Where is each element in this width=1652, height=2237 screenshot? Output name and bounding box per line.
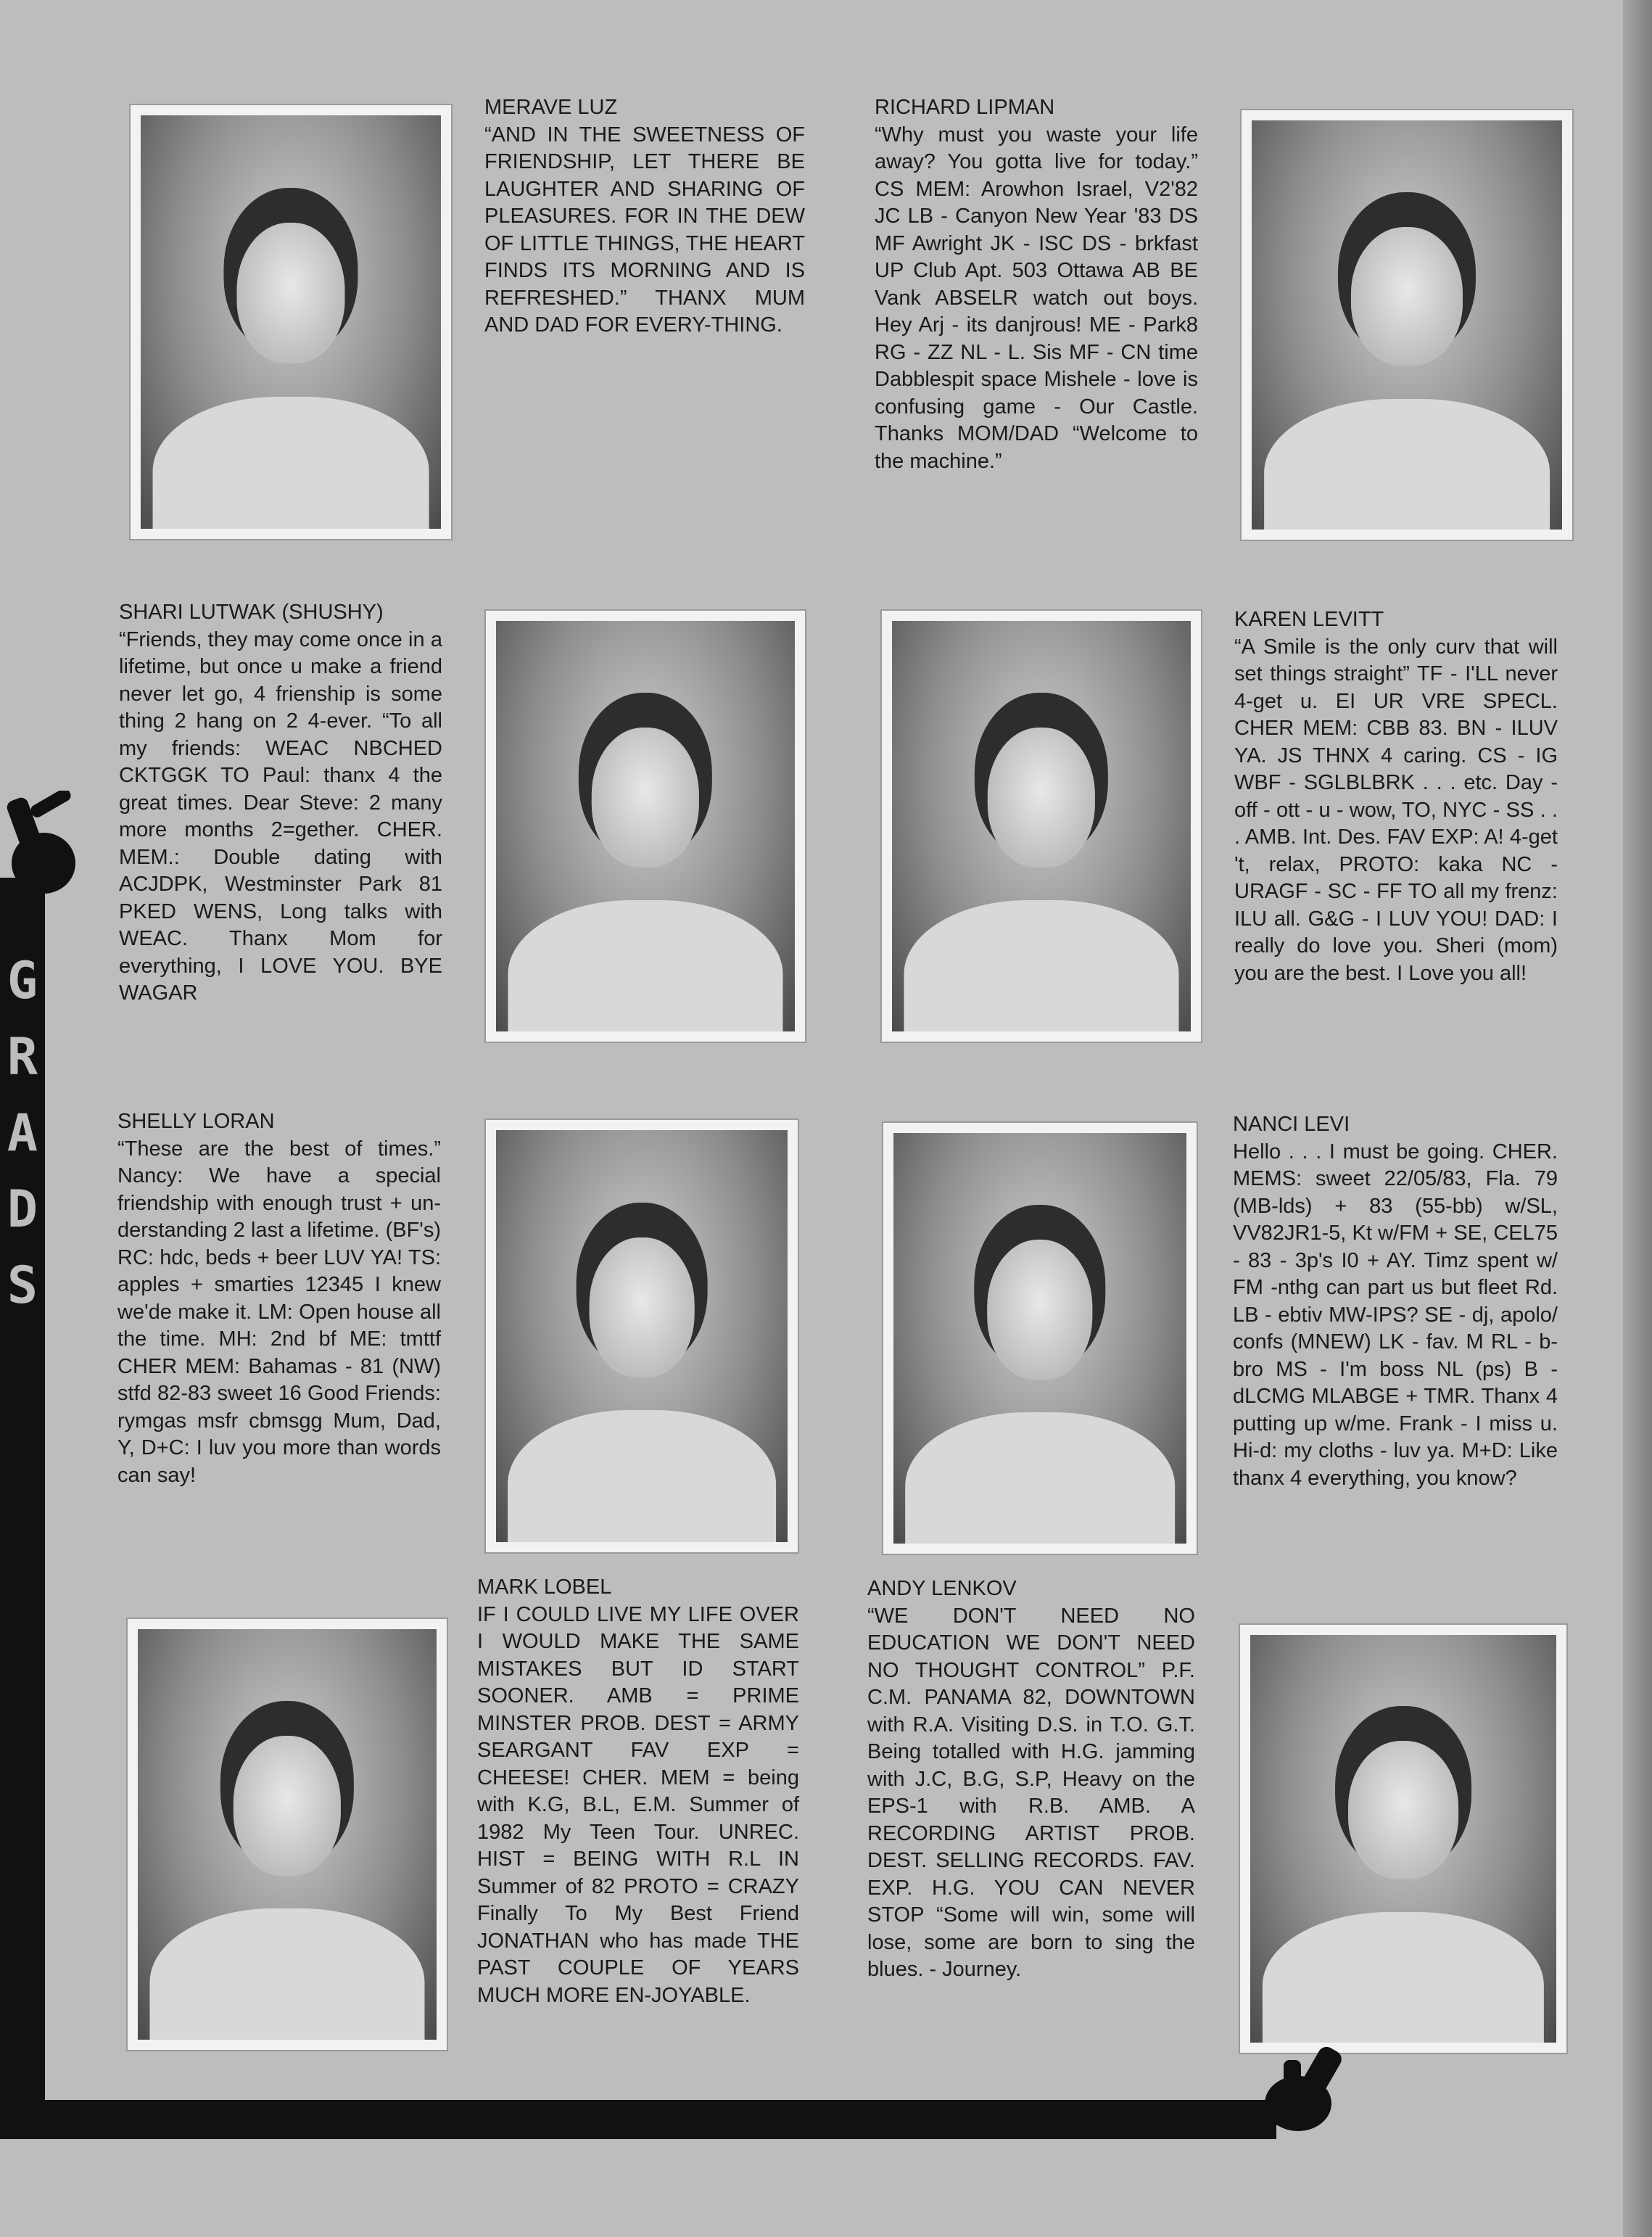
portrait-karen-levitt	[882, 611, 1201, 1042]
portrait-richard-lipman	[1242, 110, 1572, 540]
student-quote: “AND IN THE SWEETNESS OF FRIENDSHIP, LET THERE BE LAUGHTER AND SHARING OF PLEASURES. FOR IN THE DEW OF LITTLE THINGS, THE HEART FINDS ITS MORNING AND IS REFRESHED.” THANX MUM AND DAD FOR EVERY-THING.	[484, 123, 805, 337]
student-name: RICHARD LIPMAN	[875, 96, 1055, 119]
hand-holding-diploma-icon	[1233, 2031, 1363, 2140]
portrait-merave-luz	[131, 105, 451, 539]
student-name: MERAVE LUZ	[484, 96, 618, 119]
student-quote: “A Smile is the only curv that will set things straight” TF - I'LL never 4-get u. EI UR VRE SPECL. CHER MEM: CBB 83. BN - ILUV YA. JS THNX 4 caring. CS - IG WBF - SGLBLBRK . . . etc. Day - off - ott - u - wow, TO, NYC - SS . . . AMB. Int. Des. FAV EXP: A! 4-get 't, relax, PROTO: kaka NC - URAGF - SC - FF TO all my frenz: ILU all. G&G - I LUV YOU! DAD: I really do love you. Sheri (mom) you are the best. I Love you all!	[1234, 635, 1558, 985]
bio-karen-levitt	[1234, 606, 1558, 987]
bio-shelly-loran	[117, 1108, 441, 1489]
page-binding-edge	[1623, 0, 1652, 2237]
section-label-grads: G R A D S	[7, 951, 38, 1315]
student-name: KAREN LEVITT	[1234, 608, 1384, 631]
portrait-andy-lenkov	[1240, 1625, 1566, 2053]
student-name: ANDY LENKOV	[867, 1577, 1017, 1600]
student-quote: “WE DON'T NEED NO EDUCATION WE DON'T NEED NO THOUGHT CONTROL” P.F. C.M. PANAMA 82, DOWNTOWN with R.A. Visiting D.S. in T.O. G.T. Being totalled with H.G. jamming with J.C, B.G, S.P, Heavy on the EPS-1 with R.B. AMB. A RECORDING ARTIST PROB. DEST. SELLING RECORDS. FAV. EXP. H.G. YOU CAN NEVER STOP “Some will win, some will lose, some are born to sing the blues. - Journey.	[867, 1604, 1195, 1981]
bio-andy-lenkov	[867, 1575, 1195, 1984]
student-quote: Hello . . . I must be going. CHER. MEMS: sweet 22/05/83, Fla. 79 (MB-lds) + 83 (55-bb) w/SL, VV82JR1-5, Kt w/FM + SE, CEL75 - 83 - 3p's I0 + AY. Timz spent w/ FM -nthg can part us but fleet Rd. LB - ebtiv MW-IPS? SE - dj, apolo/ confs (MNEW) LK - fav. M RL - b-bro MS - I'm boss NL (ps) B - dLCMG MLABGE + TMR. Thanx 4 putting up w/me. Frank - I miss u. Hi-d: my cloths - luv ya. M+D: Like thanx 4 everything, you know?	[1233, 1140, 1558, 1490]
bio-merave-luz	[484, 94, 805, 339]
bio-shari-lutwak	[119, 599, 442, 1008]
portrait-shari-lutwak	[486, 611, 805, 1042]
hand-holding-diploma-icon	[0, 791, 87, 907]
student-quote: “Why must you waste your life away? You gotta live for today.” CS MEM: Arowhon Israel, V2'82 JC LB - Canyon New Year '83 DS MF Awright JK - ISC DS - brkfast UP Club Apt. 503 Ottawa AB BE Vank ABSELR watch out boys. Hey Arj - its danjrous! ME - Park8 RG - ZZ NL - L. Sis MF - CN time Dabblespit space Mishele - love is confusing game - Our Castle. Thanks MOM/DAD “Welcome to the machine.”	[875, 123, 1198, 473]
bio-richard-lipman	[875, 94, 1198, 475]
bio-mark-lobel	[477, 1574, 799, 2009]
student-name: MARK LOBEL	[477, 1575, 612, 1599]
portrait-shelly-loran	[486, 1120, 798, 1552]
portrait-nanci-levi	[883, 1123, 1197, 1554]
student-quote: IF I COULD LIVE MY LIFE OVER I WOULD MAKE THE SAME MISTAKES BUT ID START SOONER. AMB = PRIME MINSTER PROB. DEST = ARMY SEARGANT FAV EXP = CHEESE! CHER. MEM = being with K.G, B.L, E.M. Summer of 1982 My Teen Tour. UNREC. HIST = BEING WITH R.L IN Summer of 82 PROTO = CRAZY Finally To My Best Friend JONATHAN who has made THE PAST COUPLE OF YEARS MUCH MORE EN-JOYABLE.	[477, 1602, 799, 2007]
bio-nanci-levi	[1233, 1111, 1558, 1492]
student-quote: “Friends, they may come once in a lifetime, but once u make a friend never let go, 4 frienship is some thing 2 hang on 2 4-ever. “To all my friends: WEAC NBCHED CKTGGK TO Paul: thanx 4 the great times. Dear Steve: 2 many more months 2=gether. CHER. MEM.: Double dating with ACJDPK, Westminster Park 81 PKED WENS, Long talks with WEAC. Thanx Mom for everything, I LOVE YOU. BYE WAGAR	[119, 627, 442, 1005]
student-quote: “These are the best of times.” Nancy: We have a special friendship with enough trust + un-derstanding 2 last a lifetime. (BF's) RC: hdc, beds + beer LUV YA! TS: apples + smarties 12345 I knew we'de make it. LM: Open house all the time. MH: 2nd bf ME: tmttf CHER MEM: Bahamas - 81 (NW) stfd 82-83 sweet 16 Good Friends: rymgas msfr cbmsgg Mum, Dad, Y, D+C: I luv you more than words can say!	[117, 1137, 441, 1487]
student-name: SHARI LUTWAK (SHUSHY)	[119, 601, 384, 624]
grads-bottom-bar	[0, 2100, 1276, 2139]
portrait-mark-lobel	[128, 1619, 447, 2050]
student-name: NANCI LEVI	[1233, 1113, 1350, 1136]
student-name: SHELLY LORAN	[117, 1110, 275, 1133]
